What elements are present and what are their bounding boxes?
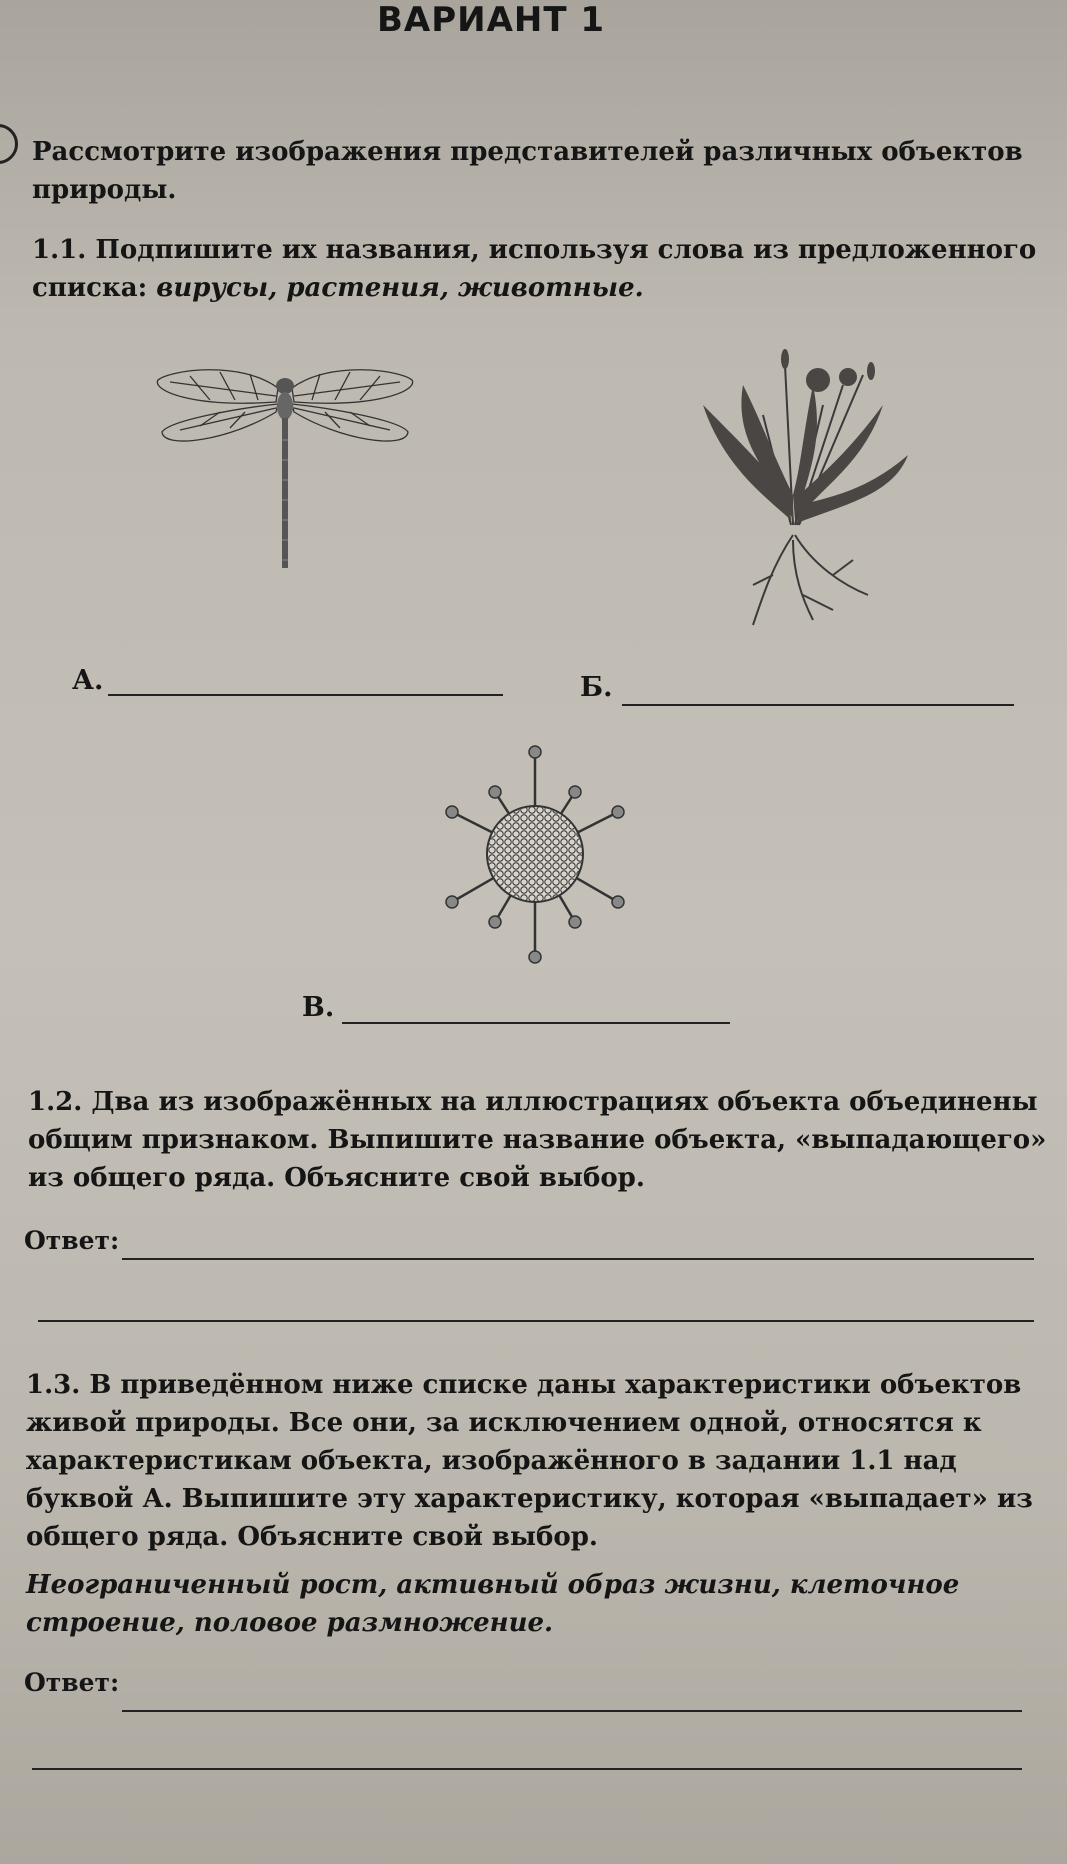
answer-line-v[interactable] [342,1022,730,1024]
question-text: В приведённом ниже списке даны характеристики объектов живой природы. Все они, за исключением одной, относятся к характеристикам объекта, изображённого в задании 1.1 над буквой А. Выпишите эту характеристику, которая «выпадает» из общего ряда. Объясните свой выбор. [26,1370,1033,1552]
answer-label-1-3: Ответ: [24,1668,120,1697]
label-a: А. [72,665,104,696]
answer-line-1-2-a[interactable] [122,1258,1034,1260]
dragonfly-illustration [150,360,420,575]
question-1-3 [26,1366,1051,1556]
question-1-1 [32,231,1042,307]
question-number: 1.3. [26,1370,81,1400]
characteristics-list: Неограниченный рост, активный образ жизни, клеточное строение, половое размножение. [26,1570,960,1638]
label-b: Б. [580,672,613,703]
word-list: вирусы, растения, животные. [156,273,644,303]
task-number-circle [0,124,18,164]
question-1-2 [28,1083,1048,1197]
answer-label-1-2: Ответ: [24,1226,120,1255]
question-text: Подпишите их названия, используя слова из предложенного списка: [32,235,1037,303]
question-text: Два из изображённых на иллюстрациях объекта объединены общим признаком. Выпишите название объекта, «выпадающего» из общего ряда. Объясните свой выбор. [28,1087,1047,1193]
virus-illustration [440,742,630,967]
answer-line-1-3-a[interactable] [122,1710,1022,1712]
answer-line-1-3-b[interactable] [32,1768,1022,1770]
variant-title: ВАРИАНТ 1 [377,0,606,40]
answer-line-b[interactable] [622,704,1014,706]
question-number: 1.2. [28,1087,83,1117]
answer-line-1-2-b[interactable] [38,1320,1034,1322]
answer-line-a[interactable] [108,694,503,696]
dandelion-illustration [693,345,918,630]
question-number: 1.1. [32,235,87,265]
task-intro: Рассмотрите изображения представителей различных объектов природы. [32,137,1023,205]
label-v: В. [302,992,335,1023]
